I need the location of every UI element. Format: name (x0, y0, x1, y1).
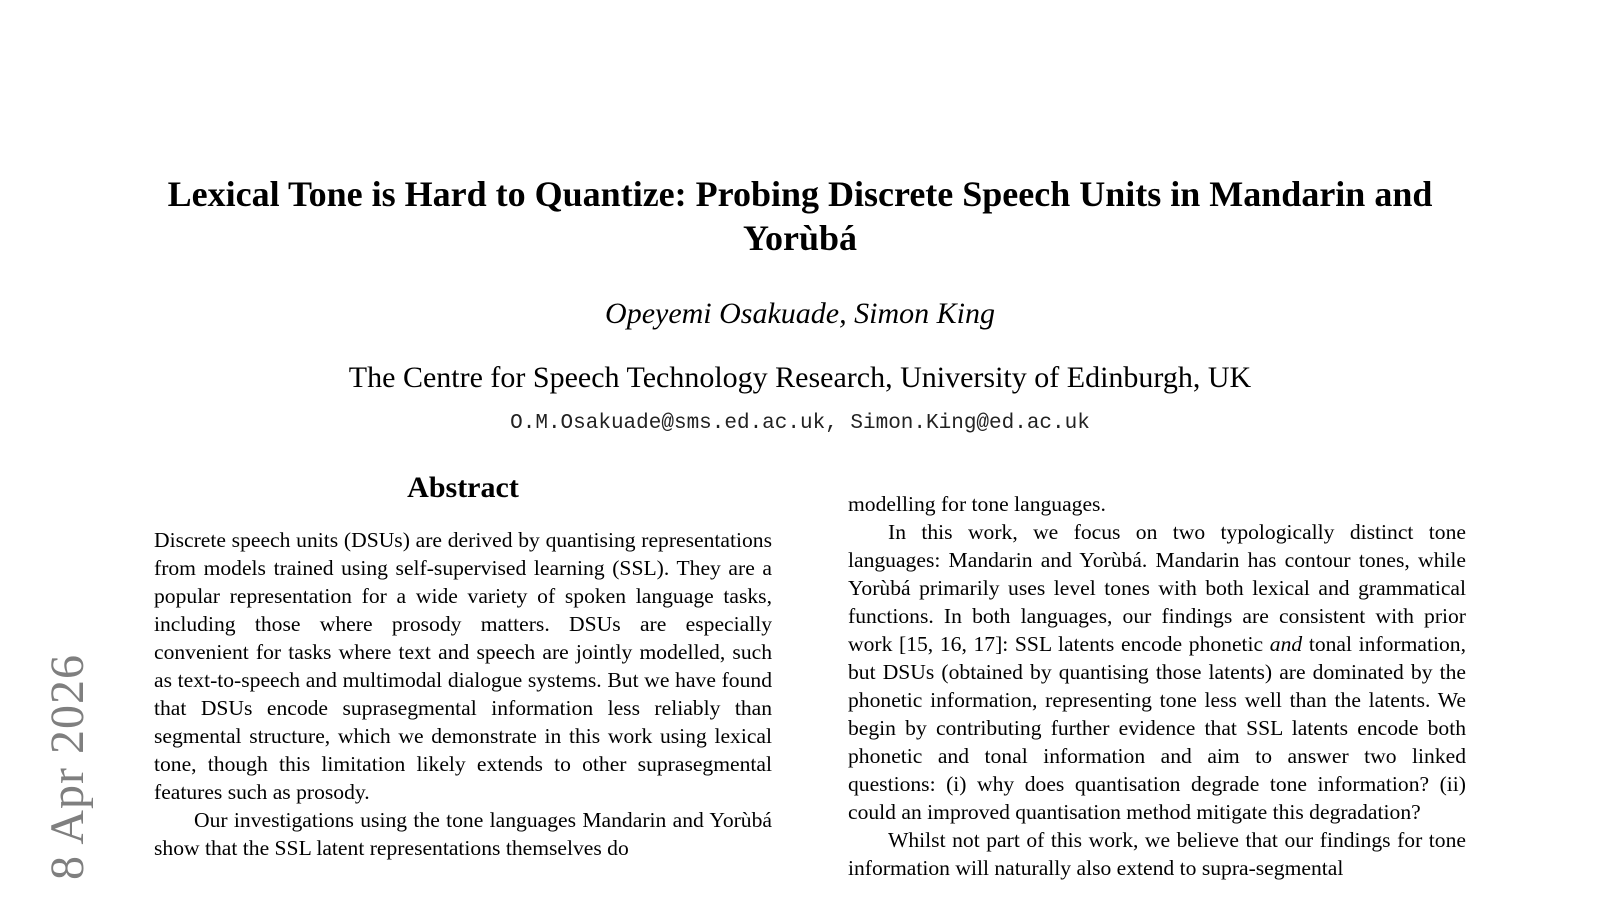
arxiv-date-stamp: 8 Apr 2026 (41, 654, 94, 880)
intro-paragraph-1 (848, 518, 1466, 826)
paper-authors: Opeyemi Osakuade, Simon King (605, 297, 995, 330)
intro-text-part-a: In this work, we focus on two typologically distinct tone languages: Mandarin and Yorùbá. Mandarin has contour tones, while Yorùbá primarily uses level tones with both lexical and grammatical functions. In both languages, our findings are consistent with prior work [15, 16, 17]: SSL latents encode phonetic (848, 520, 1466, 656)
paper-title: Lexical Tone is Hard to Quantize: Probing Discrete Speech Units in Mandarin and Yorùbá (167, 174, 1433, 258)
abstract-paragraph-2: Our investigations using the tone languages Mandarin and Yorùbá show that the SSL latent representations themselves do (154, 808, 772, 860)
intro-emphasis: and (1269, 632, 1303, 656)
left-column (154, 526, 772, 862)
intro-paragraph-2: Whilst not part of this work, we believe that our findings for tone information will naturally also extend to supra-segmental (848, 828, 1466, 880)
intro-text-part-b: tonal information, but DSUs (obtained by quantising those latents) are dominated by the phonetic information, representing tone less well than the latents. We begin by contributing further evidence that SSL latents encode both phonetic and tonal information and aim to answer two linked questions: (i) why does quantisation degrade tone information? (ii) could an improved quantisation method mitigate this degradation? (848, 632, 1466, 824)
intro-paragraph-0: modelling for tone languages. (848, 492, 1106, 516)
author-emails: O.M.Osakuade@sms.ed.ac.uk, Simon.King@ed.ac.uk (510, 412, 1090, 435)
paper-affiliation: The Centre for Speech Technology Research, University of Edinburgh, UK (348, 361, 1252, 394)
abstract-paragraph-1: Discrete speech units (DSUs) are derived by quantising representations from models trained using self-supervised learning (SSL). They are a popular representation for a wide variety of spoken language tasks, including those where prosody matters. DSUs are especially convenient for tasks where text and speech are jointly modelled, such as text-to-speech and multimodal dialogue systems. But we have found that DSUs encode suprasegmental information less reliably than segmental structure, which we demonstrate in this work using lexical tone, though this limitation likely extends to other suprasegmental features such as prosody. (154, 528, 772, 804)
abstract-heading: Abstract (407, 471, 519, 504)
right-column (848, 490, 1466, 882)
